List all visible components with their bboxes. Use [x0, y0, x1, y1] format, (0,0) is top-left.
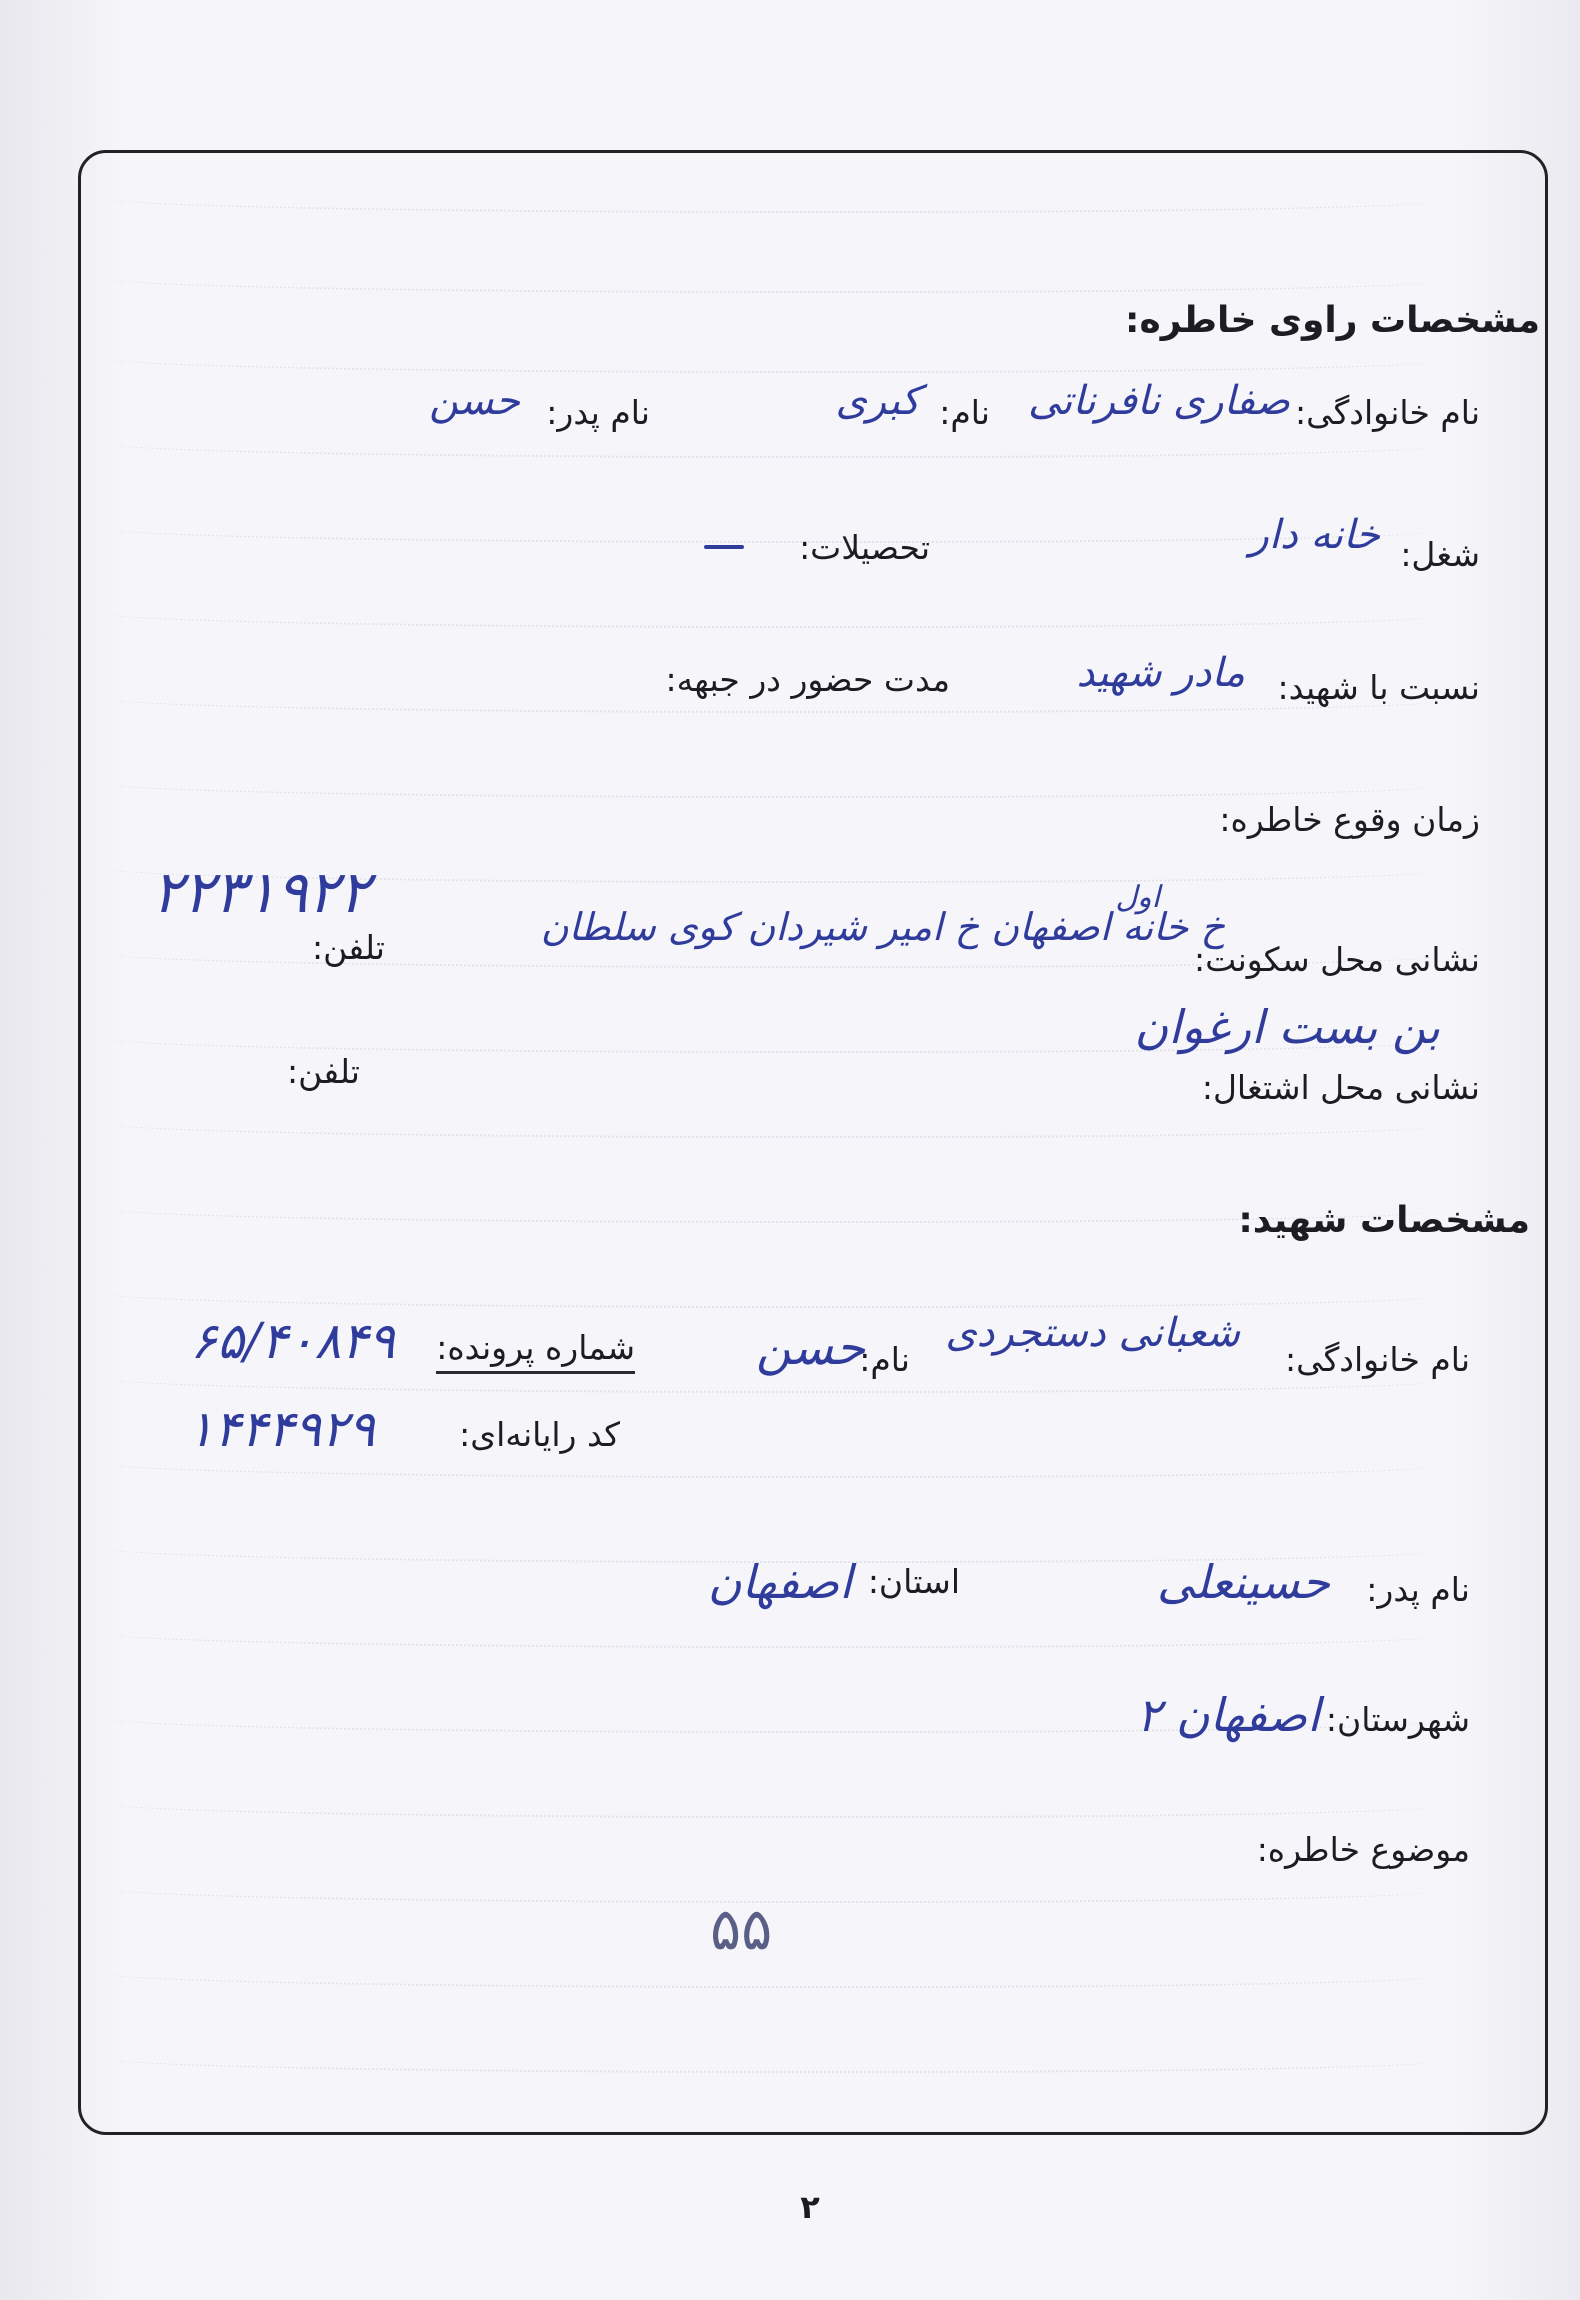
- narrator-first-name-label: نام:: [939, 393, 990, 432]
- page-number: ۲: [800, 2188, 820, 2226]
- narrator-relation-value: مادر شهید: [1076, 650, 1245, 696]
- martyr-province-label: استان:: [867, 1562, 960, 1601]
- martyr-file-number-value: ۶۵/۴۰۸۴۹: [190, 1312, 395, 1370]
- martyr-family-name-label: نام خانوادگی:: [1284, 1340, 1470, 1379]
- narrator-front-duration-label: مدت حضور در جبهه:: [665, 660, 950, 699]
- martyr-first-name-value: حسن: [755, 1320, 865, 1376]
- narrator-father-name-label: نام پدر:: [546, 393, 650, 432]
- martyr-first-name-label: نام:: [859, 1340, 910, 1379]
- martyr-computer-code-label: کد رایانه‌ای:: [459, 1415, 620, 1454]
- narrator-address-value: خ خانه اصفهان خ امیر شیردان کوی سلطان: [540, 905, 1225, 949]
- narrator-address-label: نشانی محل سکونت:: [1194, 940, 1480, 979]
- narrator-heading: مشخصات راوی خاطره:: [1125, 300, 1540, 341]
- narrator-address-note: اول: [1115, 880, 1160, 915]
- narrator-phone-label: تلفن:: [311, 928, 385, 967]
- narrator-father-name-value: حسن: [429, 378, 520, 424]
- martyr-file-number-label: شماره پرونده:: [436, 1328, 635, 1374]
- narrator-education-label: تحصیلات:: [799, 528, 930, 567]
- handwritten-page-number: ۵۵: [710, 1895, 773, 1963]
- narrator-family-name-value: صفاری نافرناتی: [1027, 378, 1290, 424]
- narrator-family-name-label: نام خانوادگی:: [1294, 393, 1480, 432]
- narrator-first-name-value: کبری: [835, 378, 920, 424]
- martyr-heading: مشخصات شهید:: [1238, 1200, 1530, 1241]
- narrator-phone-value: ۲۲۳۱۹۲۲: [151, 858, 370, 926]
- narrator-relation-label: نسبت با شهید:: [1277, 668, 1480, 707]
- martyr-city-label: شهرستان:: [1325, 1700, 1470, 1739]
- martyr-father-name-label: نام پدر:: [1366, 1570, 1470, 1609]
- martyr-family-name-value: شعبانی دستجردی: [945, 1310, 1240, 1356]
- martyr-province-value: اصفهان: [707, 1555, 852, 1609]
- martyr-computer-code-value: ۱۴۴۴۹۲۹: [187, 1400, 375, 1458]
- martyr-father-name-value: حسینعلی: [1157, 1555, 1330, 1609]
- narrator-job-label: شغل:: [1400, 535, 1480, 574]
- narrator-work-phone-label: تلفن:: [286, 1052, 360, 1091]
- narrator-work-address-label: نشانی محل اشتغال:: [1201, 1068, 1480, 1107]
- martyr-city-value: اصفهان ۲: [1136, 1688, 1320, 1742]
- education-dash: [704, 545, 744, 549]
- martyr-memory-subject-label: موضوع خاطره:: [1256, 1830, 1470, 1869]
- narrator-job-value: خانه دار: [1249, 512, 1380, 558]
- narrator-memory-time-label: زمان وقوع خاطره:: [1219, 800, 1480, 839]
- narrator-address-line2: بن بست ارغوان: [1134, 1000, 1440, 1054]
